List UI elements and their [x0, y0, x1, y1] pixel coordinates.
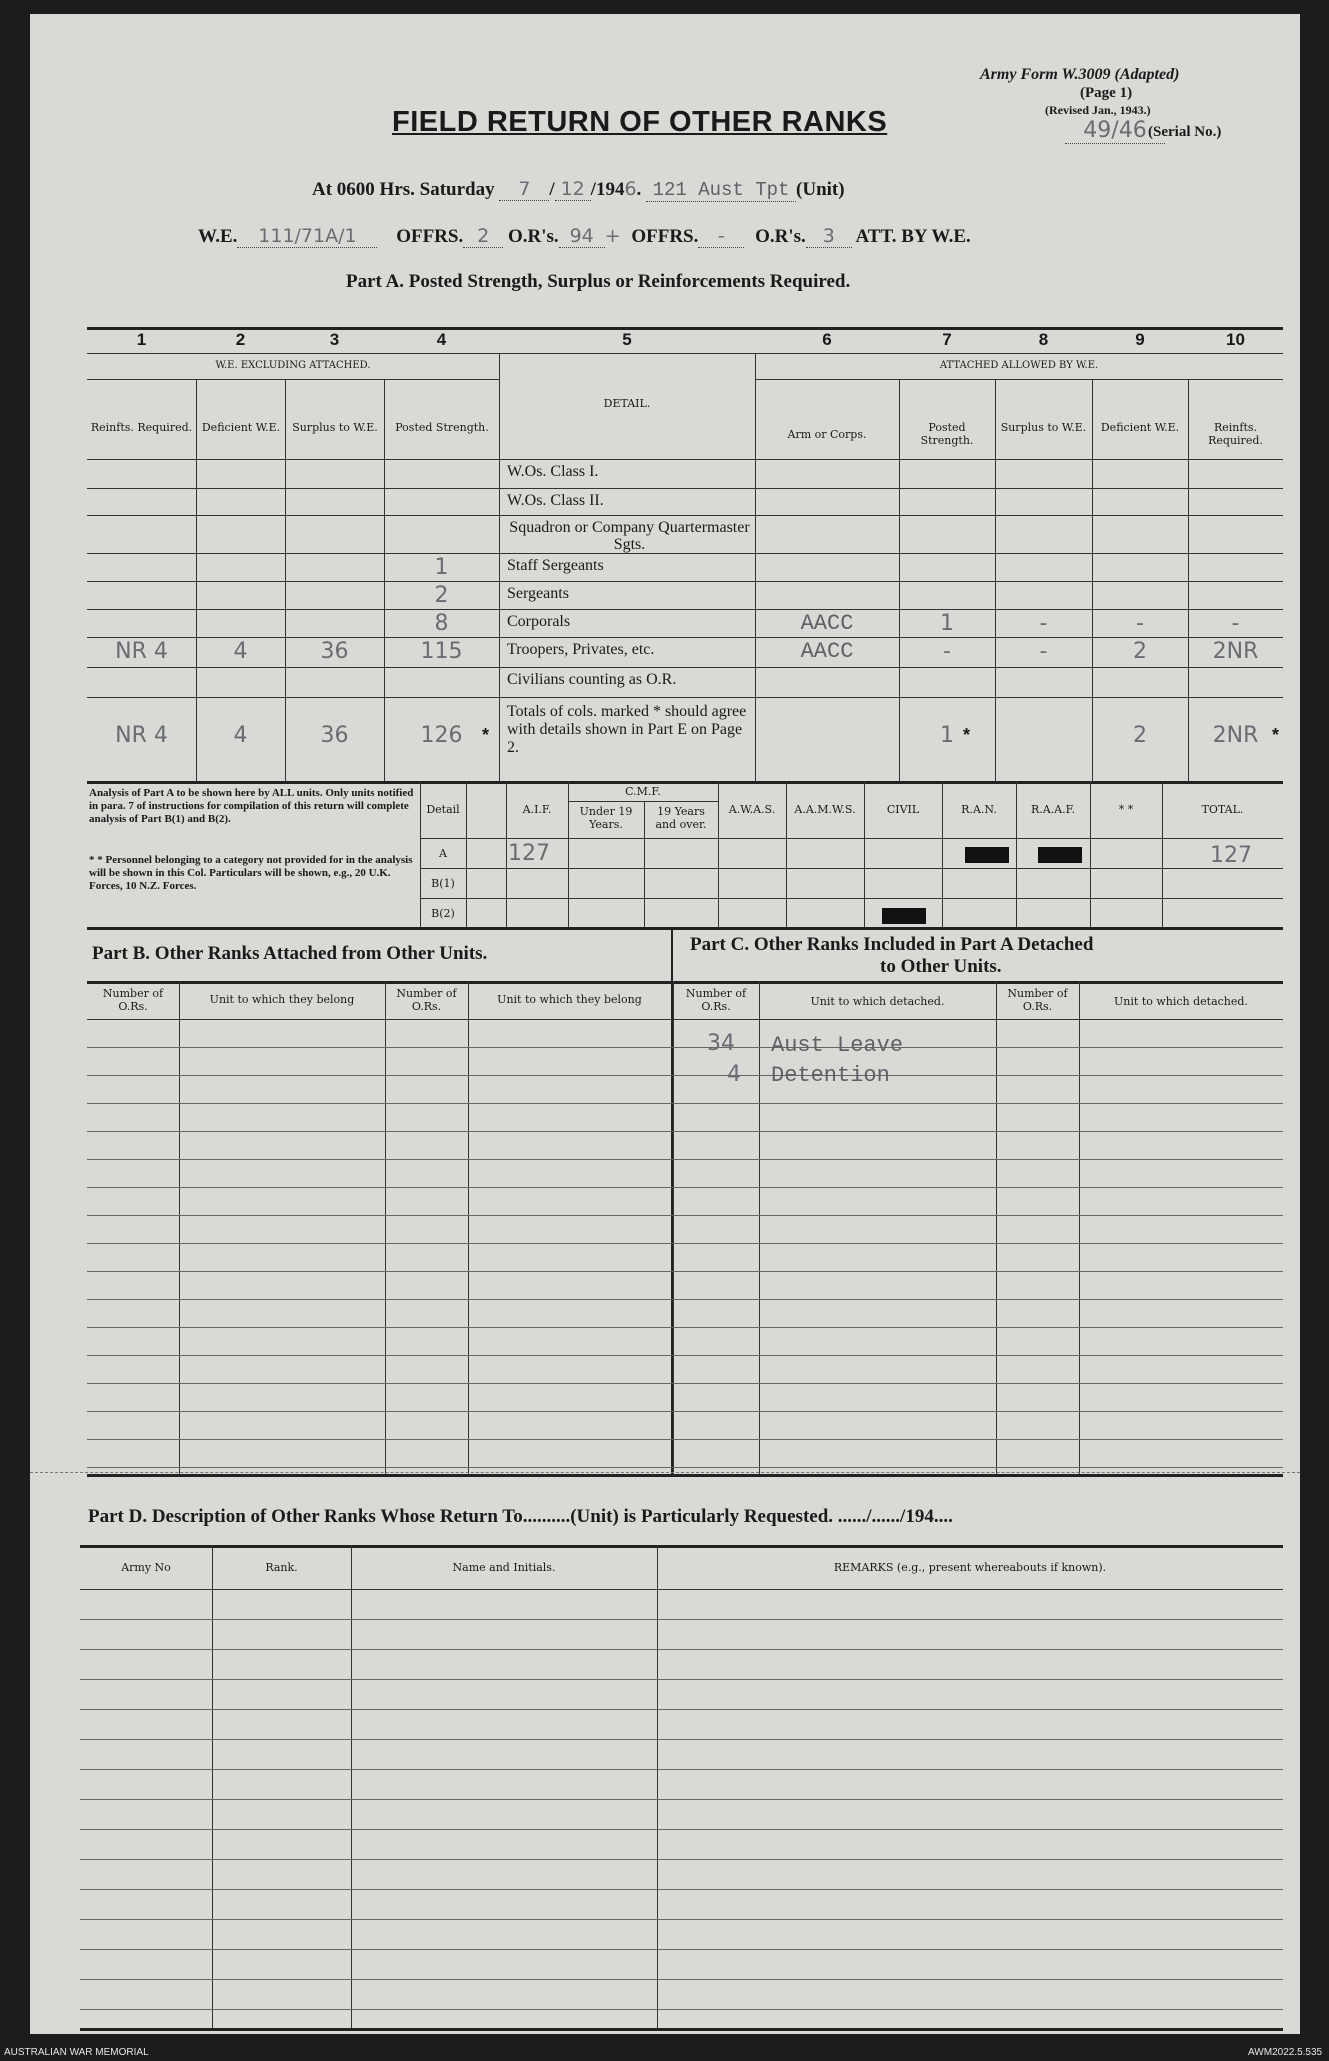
form-number: Army Form W.3009 (Adapted) [980, 66, 1180, 83]
offrs-label: OFFRS. [396, 226, 464, 247]
row-c9: 2 [1133, 639, 1147, 664]
footer-right: AWM2022.5.535 [1248, 2047, 1323, 2058]
part-b-title: Part B. Other Ranks Attached from Other Units. [92, 943, 488, 964]
row-c2: 4 [233, 639, 248, 664]
row-c1: NR 4 [115, 639, 168, 664]
row-detail: Staff Sergeants [507, 557, 604, 574]
offrs-value: 2 [463, 225, 503, 248]
row-c8: - [1039, 639, 1048, 664]
date-day: 7 [499, 178, 549, 201]
total-c2: 4 [233, 723, 248, 748]
part-c-unit-head-2: Unit to which detached. [1114, 995, 1248, 1008]
row-c7: - [943, 639, 951, 664]
part-d-head-army-no: Army No [121, 1561, 171, 1574]
ors-label: O.R's. [507, 226, 559, 247]
head-reinfts: Reinfts. Required. [90, 421, 193, 434]
part-c-title-2: to Other Units. [880, 956, 1002, 977]
total-c10: 2NR [1212, 723, 1259, 748]
we-value: 111/71A/1 [237, 225, 377, 248]
detail-head: DETAIL. [603, 397, 651, 410]
col-number-6: 6 [822, 330, 832, 349]
serial-value: 49/46 [1065, 118, 1165, 144]
row-detail: W.Os. Class II. [507, 492, 604, 509]
an-ran-head: R.A.N. [961, 803, 997, 816]
row-detail: W.Os. Class I. [507, 463, 599, 480]
analysis-note-1: Analysis of Part A to be shown here by ALL units. Only units notified in para. 7 of instructions for compilation of this return will complete analysis of Part B(1) and B(2). [89, 787, 414, 825]
row-c6: AACC [800, 611, 854, 636]
row-c9: - [1136, 611, 1144, 636]
part-d-head-rank: Rank. [265, 1561, 298, 1574]
head-arm-corps: Arm or Corps. [787, 428, 867, 441]
date-line: At 0600 Hrs. Saturday 7 / 12 /1946. 121 Aust Tpt (Unit) [312, 178, 845, 201]
row-c6: AACC [800, 639, 854, 664]
row-c4: 2 [434, 583, 449, 608]
star-mark: * [482, 725, 490, 745]
we-excluding-head: W.E. EXCLUDING ATTACHED. [215, 360, 371, 371]
att-label: ATT. BY W.E. [855, 226, 971, 247]
head-posted: Posted Strength. [395, 421, 489, 434]
col-number-5: 5 [622, 330, 632, 349]
total-c1: NR 4 [115, 723, 168, 748]
part-bc-table [87, 981, 1283, 1476]
row-detail: Civilians counting as O.R. [507, 671, 677, 688]
attached-allowed-head: ATTACHED ALLOWED BY W.E. [939, 360, 1099, 371]
perforation-line [30, 1472, 1300, 1473]
part-d-head-remarks: REMARKS (e.g., present whereabouts if known). [833, 1561, 1107, 1574]
plus-sign: + [604, 225, 621, 247]
date-year-suffix: 6 [624, 178, 637, 200]
head-posted-2: Posted Strength. [920, 421, 974, 447]
redaction-ran [965, 847, 1009, 863]
col-number-2: 2 [235, 330, 246, 349]
total-c4: 126 [420, 723, 463, 748]
row-detail: Corporals [507, 613, 571, 630]
head-reinfts-2: Reinfts. Required. [1208, 421, 1263, 447]
star-mark: * [963, 725, 971, 745]
date-year-prefix: 194 [595, 179, 625, 200]
an-aif-head: A.I.F. [522, 803, 552, 816]
serial-label: (Serial No.) [1148, 124, 1222, 140]
part-c-title-1: Part C. Other Ranks Included in Part A Detached [690, 934, 1094, 955]
part-b-unit-head-1: Unit to which they belong [209, 993, 355, 1006]
an-a-aif: 127 [508, 841, 550, 866]
part-c-entry-unit-2: Detention [771, 1063, 890, 1088]
row-c7: 1 [940, 611, 954, 636]
total-c7: 1 [940, 723, 954, 748]
an-civil-head: CIVIL [886, 803, 920, 816]
part-c-entry-unit-1: Aust Leave [771, 1033, 904, 1058]
col-number-9: 9 [1135, 330, 1145, 349]
an-other-head: * * [1118, 803, 1134, 816]
an-raaf-head: R.A.A.F. [1030, 803, 1076, 816]
ors2-label: O.R's. [755, 226, 806, 247]
part-d-table [80, 1545, 1283, 2030]
col-number-3: 3 [329, 330, 340, 349]
an-cmf-head: C.M.F. [625, 785, 661, 798]
an-total-head: TOTAL. [1201, 803, 1244, 816]
unit-label: (Unit) [796, 179, 845, 200]
total-c3: 36 [320, 723, 349, 748]
total-c9: 2 [1133, 723, 1147, 748]
at-label: At 0600 Hrs. Saturday [312, 179, 495, 200]
part-c-entry-num-2: 4 [727, 1062, 741, 1087]
footer-left: AUSTRALIAN WAR MEMORIAL [4, 2047, 149, 2058]
an-row-b1: B(1) [431, 877, 455, 890]
analysis-note-2: * * Personnel belonging to a category not provided for in the analysis will be shown in this Col. Particulars will be shown, e.g., 20 U.K. Forces, 10 N.Z. Forces. [89, 854, 413, 892]
form-page: (Page 1) [1080, 85, 1133, 101]
an-under19-head: Under 19 Years. [579, 805, 633, 831]
date-month: 12 [555, 178, 591, 201]
redaction-civil [882, 908, 926, 924]
ors-value: 94 [559, 225, 605, 248]
an-aamws-head: A.A.M.W.S. [794, 803, 856, 816]
part-c-unit-head-1: Unit to which detached. [810, 995, 945, 1008]
row-c10: 2NR [1212, 639, 1259, 664]
row-c4: 1 [434, 555, 449, 580]
col-number-4: 4 [436, 330, 447, 349]
row-c8: - [1039, 611, 1048, 636]
part-a-table [87, 327, 1283, 782]
part-c-entry-num-1: 34 [707, 1031, 735, 1056]
ors2-value: 3 [806, 225, 852, 248]
totals-detail: Totals of cols. marked * should agree with details shown in Part E on Page 2. [507, 703, 747, 756]
part-d-title: Part D. Description of Other Ranks Whose Return To..........(Unit) is Particularly Requested. ....../....../194.... [88, 1506, 953, 1527]
form-revision: (Revised Jan., 1943.) [1045, 103, 1151, 117]
part-c-num-head-2: Number of O.Rs. [1007, 987, 1068, 1013]
col-number-7: 7 [942, 330, 952, 349]
we-line [198, 225, 971, 248]
part-d-head-name: Name and Initials. [452, 1561, 556, 1574]
redaction-raaf [1038, 847, 1082, 863]
an-over19-head: 19 Years and over. [655, 805, 707, 831]
form-sheet [30, 14, 1300, 2034]
head-deficient: Deficient W.E. [201, 421, 281, 434]
an-row-a: A [439, 847, 447, 860]
an-row-b2: B(2) [431, 907, 455, 920]
analysis-table [420, 781, 1283, 929]
col-number-10: 10 [1226, 330, 1245, 349]
offrs2-value: - [698, 225, 744, 248]
part-c-num-head-1: Number of O.Rs. [685, 987, 747, 1013]
part-b-num-head-2: Number of O.Rs. [396, 987, 457, 1013]
we-label: W.E. [198, 226, 238, 247]
an-awas-head: A.W.A.S. [728, 803, 776, 816]
page-title: FIELD RETURN OF OTHER RANKS [392, 106, 888, 138]
row-c4: 115 [420, 639, 463, 664]
part-b-unit-head-2: Unit to which they belong [497, 993, 642, 1006]
unit-value: 121 Aust Tpt [646, 179, 796, 202]
col-number-8: 8 [1038, 330, 1049, 349]
star-mark: * [1272, 725, 1280, 745]
head-deficient-2: Deficient W.E. [1100, 421, 1180, 434]
part-b-num-head-1: Number of O.Rs. [102, 987, 164, 1013]
row-detail: Troopers, Privates, etc. [507, 641, 655, 658]
an-detail-head: Detail [426, 803, 460, 816]
col-number-1: 1 [136, 330, 147, 349]
row-c3: 36 [320, 639, 349, 664]
part-a-title: Part A. Posted Strength, Surplus or Reinforcements Required. [346, 271, 851, 292]
offrs2-label: OFFRS. [631, 226, 699, 247]
an-a-total: 127 [1210, 843, 1252, 868]
head-surplus: Surplus to W.E. [292, 421, 378, 434]
head-surplus-2: Surplus to W.E. [1000, 421, 1087, 434]
row-detail: Squadron or Company Quartermaster Sgts. [509, 519, 750, 553]
row-c4: 8 [434, 611, 449, 636]
row-detail: Sergeants [507, 585, 569, 602]
row-c10: - [1231, 611, 1240, 636]
